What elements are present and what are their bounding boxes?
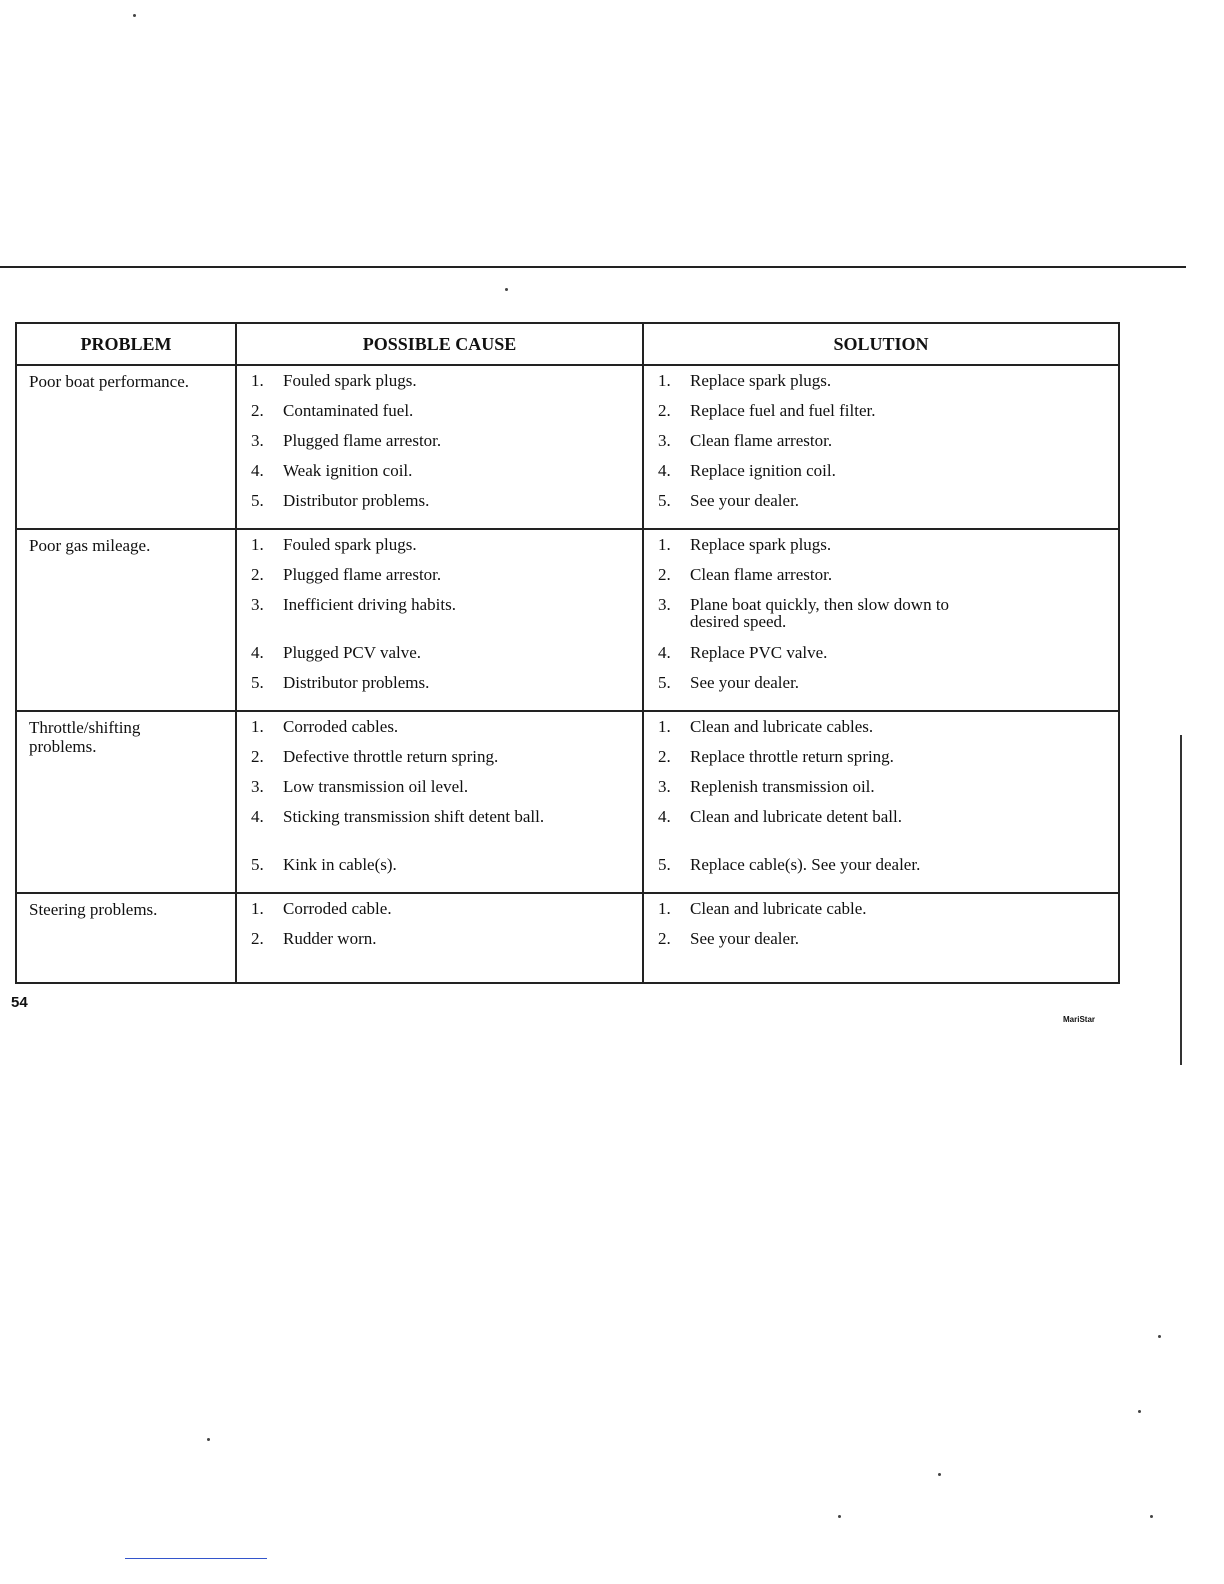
list-item — [658, 566, 1118, 596]
cause-cell — [236, 711, 643, 893]
item-text: Contaminated fuel. — [283, 401, 414, 420]
list-item — [251, 718, 642, 748]
item-number: 1. — [251, 717, 264, 736]
item-number: 3. — [251, 431, 264, 450]
scan-speck — [838, 1515, 841, 1518]
solution-cell — [643, 529, 1119, 711]
list-item — [251, 900, 642, 930]
item-text: Inefficient driving habits. — [283, 595, 456, 614]
list-item — [658, 808, 1118, 856]
scan-speck — [133, 14, 136, 17]
item-text: Sticking transmission shift detent ball. — [283, 807, 545, 826]
item-text: Replace spark plugs. — [690, 535, 832, 554]
list-item — [251, 462, 642, 492]
problem-cell: Poor boat performance. — [16, 365, 236, 529]
item-number: 5. — [251, 855, 264, 874]
item-text: Fouled spark plugs. — [283, 371, 417, 390]
top-rule — [0, 266, 1186, 268]
item-text: See your dealer. — [690, 491, 800, 510]
list-item — [658, 596, 1118, 644]
item-number: 3. — [251, 777, 264, 796]
problem-cell — [16, 711, 236, 893]
item-number: 1. — [658, 371, 671, 390]
bottom-rule — [125, 1558, 267, 1559]
list-item — [251, 856, 642, 886]
item-number: 3. — [251, 595, 264, 614]
problem-cell: Steering problems. — [16, 893, 236, 983]
item-number: 1. — [658, 535, 671, 554]
scan-edge-mark — [1180, 735, 1182, 1065]
brand-logo-text: MariStar — [1063, 1015, 1096, 1024]
item-number: 1. — [658, 717, 671, 736]
item-text: Fouled spark plugs. — [283, 535, 417, 554]
item-number: 4. — [658, 807, 671, 826]
list-item — [658, 900, 1118, 930]
cause-cell — [236, 529, 643, 711]
item-number: 3. — [658, 595, 671, 614]
item-text: Distributor problems. — [283, 673, 430, 692]
item-number: 2. — [658, 565, 671, 584]
item-text: Replace ignition coil. — [690, 461, 836, 480]
list-item — [251, 930, 642, 960]
item-number: 3. — [658, 431, 671, 450]
scan-speck — [505, 288, 508, 291]
item-text: Corroded cable. — [283, 899, 392, 918]
item-text: Replace throttle return spring. — [690, 747, 894, 766]
item-text: Clean and lubricate detent ball. — [690, 807, 902, 826]
item-number: 1. — [251, 899, 264, 918]
item-text: See your dealer. — [690, 673, 800, 692]
item-number: 2. — [251, 565, 264, 584]
item-number: 5. — [658, 855, 671, 874]
item-number: 2. — [658, 401, 671, 420]
item-number: 1. — [251, 371, 264, 390]
item-text: Plugged flame arrestor. — [283, 431, 442, 450]
list-item — [251, 674, 642, 704]
solution-cell — [643, 893, 1119, 983]
list-item — [251, 402, 642, 432]
item-number: 4. — [251, 461, 264, 480]
list-item — [658, 372, 1118, 402]
item-number: 4. — [658, 643, 671, 662]
item-text: Replace cable(s). See your dealer. — [690, 855, 921, 874]
item-text: Rudder worn. — [283, 929, 377, 948]
item-text: Defective throttle return spring. — [283, 747, 499, 766]
item-text: Replace fuel and fuel filter. — [690, 401, 876, 420]
table-row — [16, 893, 1119, 983]
item-text: Replace spark plugs. — [690, 371, 832, 390]
list-item — [658, 492, 1118, 522]
list-item — [251, 644, 642, 674]
table-row — [16, 711, 1119, 893]
header-solution: SOLUTION — [643, 323, 1119, 365]
item-text: Clean flame arrestor. — [690, 565, 833, 584]
list-item — [658, 748, 1118, 778]
list-item — [251, 748, 642, 778]
item-number: 2. — [251, 929, 264, 948]
scan-speck — [1138, 1410, 1141, 1413]
item-text: Corroded cables. — [283, 717, 399, 736]
list-item — [251, 492, 642, 522]
problem-text: Throttle/shifting problems. — [29, 718, 141, 756]
troubleshooting-table — [15, 322, 1120, 984]
solution-cell — [643, 711, 1119, 893]
list-item — [658, 930, 1118, 960]
item-number: 3. — [658, 777, 671, 796]
item-number: 1. — [658, 899, 671, 918]
list-item — [251, 566, 642, 596]
scan-speck — [1158, 1335, 1161, 1338]
list-item — [251, 596, 642, 644]
item-text: Low transmission oil level. — [283, 777, 469, 796]
solution-cell — [643, 365, 1119, 529]
item-number: 5. — [251, 673, 264, 692]
item-number: 5. — [658, 491, 671, 510]
item-text: Replace PVC valve. — [690, 643, 828, 662]
item-text: Replenish transmission oil. — [690, 777, 875, 796]
list-item — [251, 372, 642, 402]
item-text: Plugged flame arrestor. — [283, 565, 442, 584]
item-text: Weak ignition coil. — [283, 461, 413, 480]
table-row — [16, 529, 1119, 711]
item-number: 2. — [658, 747, 671, 766]
cause-cell — [236, 893, 643, 983]
table-row — [16, 365, 1119, 529]
item-text: Plugged PCV valve. — [283, 643, 422, 662]
list-item — [658, 644, 1118, 674]
item-text: See your dealer. — [690, 929, 800, 948]
scan-speck — [938, 1473, 941, 1476]
list-item — [658, 402, 1118, 432]
list-item — [251, 778, 642, 808]
item-text: Plane boat quickly, then slow down to desired speed. — [690, 595, 950, 631]
item-number: 5. — [658, 673, 671, 692]
list-item — [658, 536, 1118, 566]
scan-speck — [207, 1438, 210, 1441]
cause-cell — [236, 365, 643, 529]
scan-speck — [1150, 1515, 1153, 1518]
list-item — [658, 718, 1118, 748]
item-number: 1. — [251, 535, 264, 554]
item-text: Kink in cable(s). — [283, 855, 397, 874]
page-number: 54 — [11, 994, 28, 1011]
list-item — [658, 432, 1118, 462]
item-number: 2. — [658, 929, 671, 948]
list-item — [251, 432, 642, 462]
list-item — [658, 462, 1118, 492]
list-item — [658, 674, 1118, 704]
item-number: 2. — [251, 401, 264, 420]
item-number: 2. — [251, 747, 264, 766]
problem-cell: Poor gas mileage. — [16, 529, 236, 711]
item-text: Distributor problems. — [283, 491, 430, 510]
item-text: Clean flame arrestor. — [690, 431, 833, 450]
item-number: 4. — [251, 807, 264, 826]
item-number: 5. — [251, 491, 264, 510]
item-text: Clean and lubricate cables. — [690, 717, 874, 736]
header-possible-cause: POSSIBLE CAUSE — [236, 323, 643, 365]
list-item — [251, 808, 642, 856]
item-text: Clean and lubricate cable. — [690, 899, 867, 918]
table-header-row — [16, 323, 1119, 365]
list-item — [658, 856, 1118, 886]
header-problem: PROBLEM — [16, 323, 236, 365]
list-item — [251, 536, 642, 566]
item-number: 4. — [658, 461, 671, 480]
list-item — [658, 778, 1118, 808]
item-number: 4. — [251, 643, 264, 662]
